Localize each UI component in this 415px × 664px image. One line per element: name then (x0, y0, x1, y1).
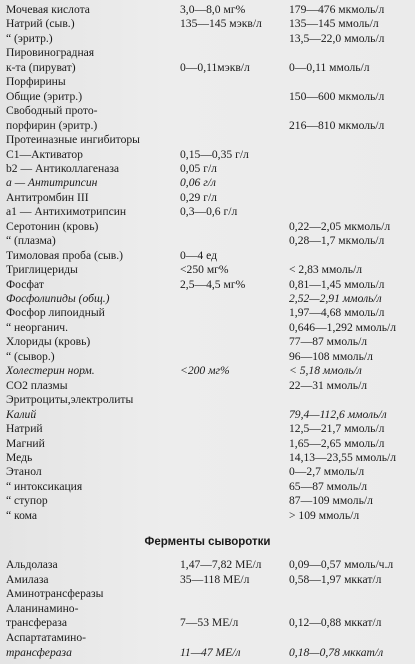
analyte-name: Свободный прото- (6, 104, 98, 118)
reference-range: 11—47 МЕ/л (180, 645, 241, 659)
table-row (0, 392, 415, 407)
si-range: 0,28—1,7 мкмоль/л (289, 234, 385, 248)
si-range: 22—31 ммоль/л (289, 378, 368, 392)
analyte-name: Аланинамино- (6, 601, 79, 615)
analyte-name: a1 — Антихимотрипсин (6, 205, 127, 219)
table-row (0, 436, 415, 451)
table-row (0, 630, 415, 645)
table-row (0, 233, 415, 248)
table-row (0, 615, 415, 630)
analyte-name: Фосфат (6, 277, 44, 291)
analyte-name: Аминотрансферазы (6, 587, 104, 601)
analyte-name: “ кома (6, 508, 38, 522)
table-row (0, 277, 415, 292)
analyte-name: “ неорганич. (6, 320, 69, 334)
table-row (0, 464, 415, 479)
analyte-name: Пировиноградная (6, 46, 95, 60)
table-row (0, 378, 415, 393)
si-range: 0,646—1,292 ммоль/л (289, 320, 397, 334)
reference-range: 7—53 МЕ/л (180, 616, 239, 630)
table-row (0, 219, 415, 234)
table-row (0, 31, 415, 46)
analyte-name: Фосфолипиды (общ.) (6, 292, 110, 305)
si-range: 1,65—2,65 ммоль/л (289, 436, 385, 450)
si-range: 0—0,11 ммоль/л (289, 60, 370, 74)
analyte-name: Серотонин (кровь) (6, 219, 99, 233)
analyte-name: порфирин (эритр.) (6, 118, 98, 132)
analyte-name: Порфирины (6, 75, 66, 89)
reference-range: 0,29 г/л (180, 190, 217, 204)
analyte-name: Калий (6, 407, 37, 421)
table-row (0, 2, 415, 17)
analyte-name: Мочевая кислота (6, 3, 90, 16)
si-range: 2,52—2,91 ммоль/л (289, 292, 382, 305)
si-range: 150—600 мкмоль/л (289, 89, 385, 103)
reference-range: 0,15—0,35 г/л (180, 147, 249, 161)
table-row (0, 586, 415, 601)
table-row (0, 262, 415, 277)
analyte-name: Антитромбин III (6, 190, 89, 204)
table-row (0, 60, 415, 75)
table-row (0, 190, 415, 205)
table-row (0, 74, 415, 89)
si-range: > 109 ммоль/л (289, 508, 360, 522)
table-row (0, 493, 415, 508)
analyte-name: Этанол (6, 465, 42, 479)
si-range: 1,97—4,68 ммоль/л (289, 306, 385, 320)
analyte-name: C1—Активатор (6, 147, 83, 161)
si-range: 96—108 ммоль/л (289, 349, 373, 363)
si-range: 77—87 ммоль/л (289, 335, 368, 349)
analyte-name: Протеиназные ингибиторы (6, 133, 140, 147)
table-row (0, 557, 415, 572)
reference-range: <250 мг% (180, 263, 229, 277)
reference-range: 0—0,11мэкв/л (180, 60, 250, 74)
table-row (0, 16, 415, 31)
si-range: 216—810 мкмоль/л (289, 118, 385, 132)
table-row (0, 89, 415, 104)
reference-range: 2,5—4,5 мг% (180, 277, 246, 291)
si-range: 14,13—23,55 ммоль/л (289, 450, 397, 464)
si-range: 0,18—0,78 мккат/л (289, 645, 384, 659)
analyte-name: Триглицериды (6, 263, 78, 277)
analyte-name: Альдолаза (6, 558, 58, 571)
reference-range: 0,06 г/л (180, 176, 216, 190)
table-row (0, 161, 415, 176)
analyte-name: “ (плазма) (6, 234, 56, 248)
table-row (0, 363, 415, 378)
si-range: 0,12—0,88 мккат/л (289, 616, 382, 630)
analyte-name: Фосфор липоидный (6, 306, 105, 320)
analyte-name: Медь (6, 450, 33, 464)
si-range: 0,09—0,57 ммоль/ч.л (289, 558, 394, 571)
si-range: 0,22—2,05 мкмоль/л (289, 219, 391, 233)
table-row (0, 204, 415, 219)
analyte-name: Общие (эритр.) (6, 89, 83, 103)
si-range: 13,5—22,0 ммоль/л (289, 31, 385, 45)
table-row (0, 45, 415, 60)
analyte-name: Холестерин норм. (6, 364, 95, 378)
si-range: 0,58—1,97 мккат/л (289, 572, 382, 586)
analyte-name: к-та (пируват) (6, 60, 76, 74)
table-row (0, 349, 415, 364)
reference-range: 0—4 ед (180, 248, 217, 262)
reference-range: 1,47—7,82 МЕ/л (180, 558, 262, 571)
analyte-name: Хлориды (кровь) (6, 335, 91, 349)
reference-range: 0,05 г/л (180, 161, 217, 175)
table-row (0, 305, 415, 320)
reference-range: 3,0—8,0 мг% (180, 3, 246, 16)
si-range: 87—109 ммоль/л (289, 494, 373, 508)
reference-range: <200 мг% (180, 364, 230, 378)
analyte-name: Эритроциты,электролиты (6, 393, 134, 407)
si-range: 65—87 ммоль/л (289, 479, 368, 493)
section-title: Ферменты сыворотки (144, 536, 271, 548)
analyte-name: “ интоксикация (6, 479, 83, 493)
analyte-name: “ ступор (6, 494, 48, 508)
si-range: < 5,18 ммоль/л (289, 364, 362, 378)
table-row (0, 601, 415, 616)
analyte-name: трансфераза (6, 645, 72, 659)
analyte-name: “ (эритр.) (6, 31, 53, 45)
analyte-name: b2 — Антиколлагеназа (6, 161, 120, 175)
analyte-name: CO2 плазмы (6, 378, 68, 392)
table-row (0, 572, 415, 587)
analyte-name: Натрий (сыв.) (6, 17, 75, 31)
reference-range: 135—145 мэкв/л (180, 17, 262, 31)
analyte-name: “ (сывор.) (6, 349, 55, 363)
table-row (0, 334, 415, 349)
analyte-name: a — Антитрипсин (6, 176, 98, 190)
reference-range: 0,3—0,6 г/л (180, 205, 238, 219)
si-range: < 2,83 ммоль/л (289, 263, 363, 277)
table-row (0, 450, 415, 465)
table-row (0, 103, 415, 118)
table-row (0, 421, 415, 436)
si-range: 179—476 мкмоль/л (289, 3, 385, 16)
si-range: 0,81—1,45 ммоль/л (289, 277, 385, 291)
table-row (0, 118, 415, 133)
table-row (0, 132, 415, 147)
table-row (0, 248, 415, 263)
table-row (0, 407, 415, 422)
si-range: 0—2,7 ммоль/л (289, 465, 365, 479)
table-row (0, 175, 415, 190)
analyte-name: Аспартатамино- (6, 631, 87, 644)
table-row (0, 291, 415, 306)
table-row (0, 320, 415, 335)
si-range: 79,4—112,6 ммоль/л (289, 407, 387, 421)
reference-range: 35—118 МЕ/л (180, 572, 250, 586)
analyte-name: Тимоловая проба (сыв.) (6, 248, 124, 262)
analyte-name: Магний (6, 436, 45, 450)
table-row (0, 645, 415, 660)
table-row (0, 508, 415, 523)
table-row (0, 479, 415, 494)
analyte-name: Амилаза (6, 572, 49, 586)
table-row (0, 147, 415, 162)
analyte-name: трансфераза (6, 616, 67, 630)
si-range: 12,5—21,7 ммоль/л (289, 422, 385, 436)
si-range: 135—145 ммоль/л (289, 17, 379, 31)
analyte-name: Натрий (6, 422, 43, 436)
